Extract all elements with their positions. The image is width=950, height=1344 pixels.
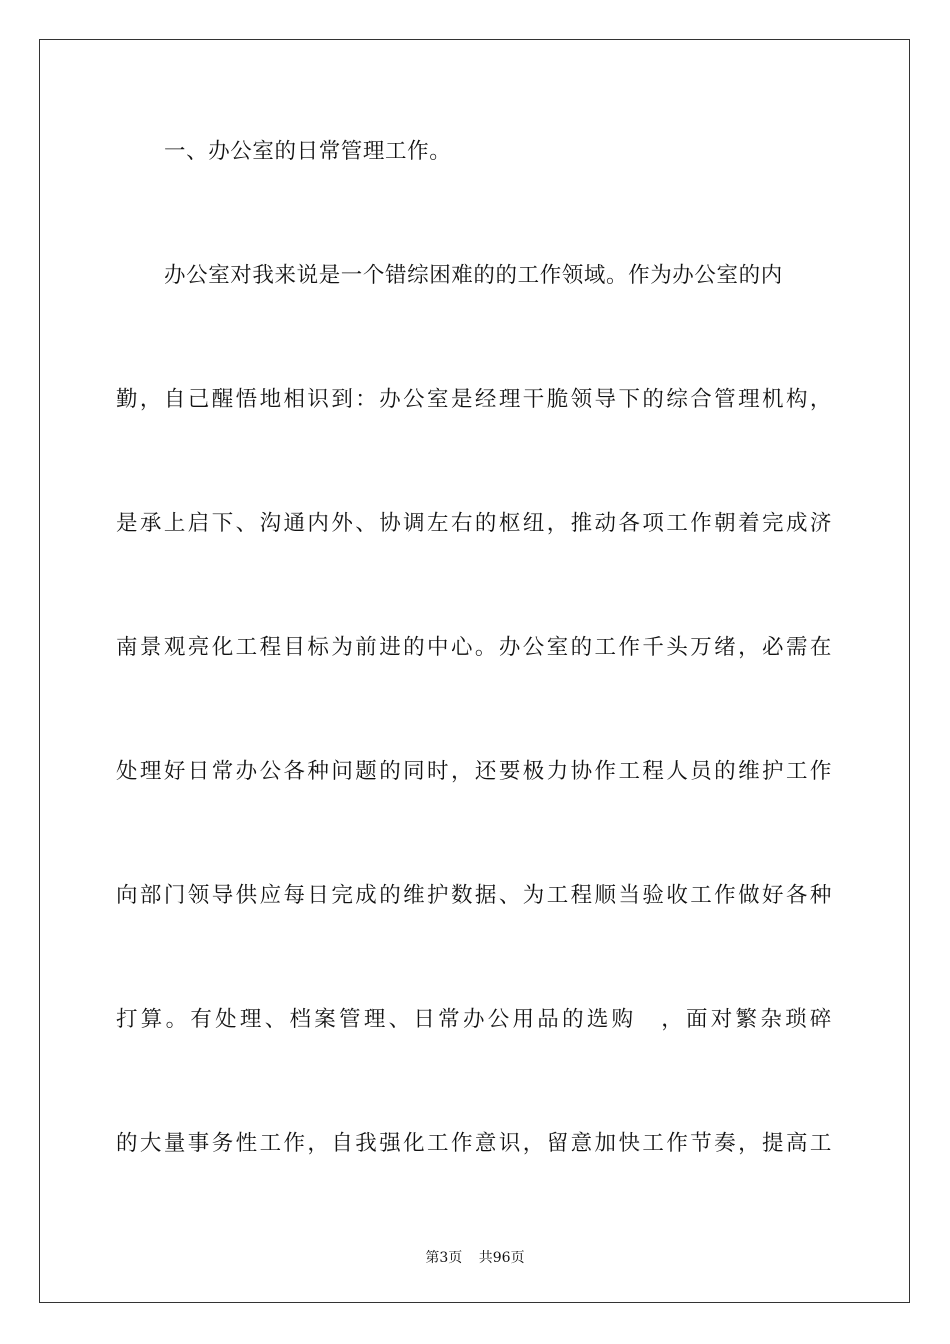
paragraph-line-2: 勤，自己醒悟地相识到：办公室是经理干脆领导下的综合管理机构， xyxy=(116,387,832,412)
paragraph-line-7: 打算。有处理、档案管理、日常办公用品的选购 ，面对繁杂琐碎 xyxy=(116,1007,832,1032)
page-border xyxy=(39,39,910,1303)
paragraph-line-8: 的大量事务性工作，自我强化工作意识，留意加快工作节奏，提高工 xyxy=(116,1131,832,1156)
paragraph-line-4: 南景观亮化工程目标为前进的中心。办公室的工作千头万绪，必需在 xyxy=(116,635,832,660)
page-number: 第3页 xyxy=(425,1250,463,1266)
total-pages: 共96页 xyxy=(478,1250,525,1266)
section-heading: 一、办公室的日常管理工作。 xyxy=(164,139,452,164)
paragraph-line-6: 向部门领导供应每日完成的维护数据、为工程顺当验收工作做好各种 xyxy=(116,883,832,908)
paragraph-line-3: 是承上启下、沟通内外、协调左右的枢纽，推动各项工作朝着完成济 xyxy=(116,511,832,536)
paragraph-line-1: 办公室对我来说是一个错综困难的的工作领域。作为办公室的内 xyxy=(164,263,783,288)
page-footer xyxy=(0,1247,950,1267)
paragraph-line-5: 处理好日常办公各种问题的同时，还要极力协作工程人员的维护工作 xyxy=(116,759,832,784)
